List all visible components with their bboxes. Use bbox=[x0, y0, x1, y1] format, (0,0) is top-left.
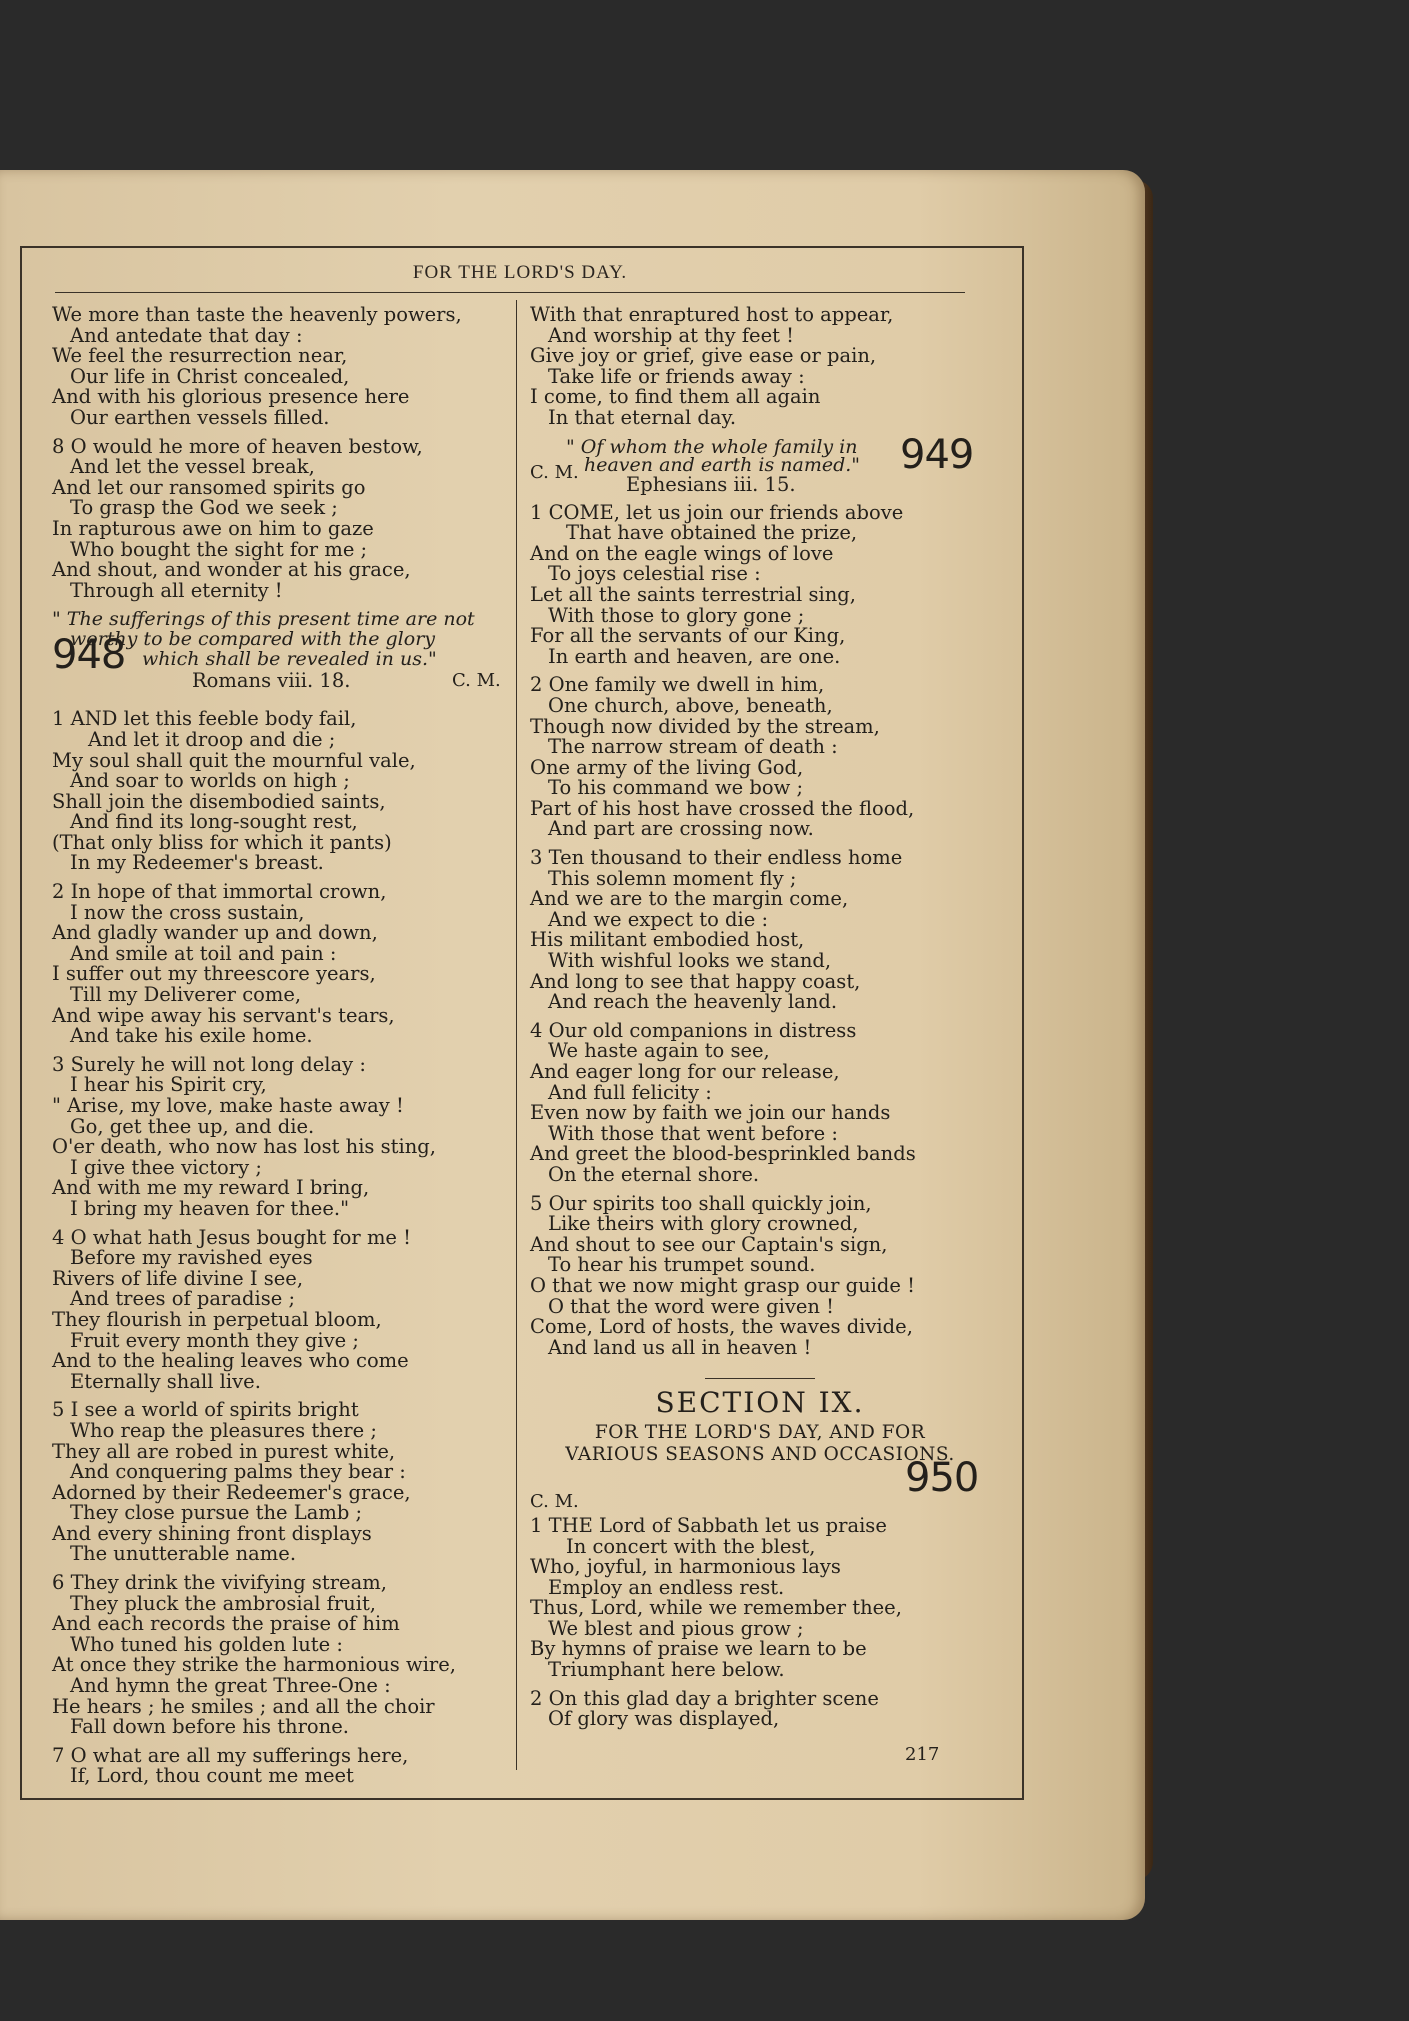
hymn-948-heading bbox=[52, 609, 512, 709]
verse-line: Though now divided by the stream, bbox=[530, 714, 880, 738]
verse-line: We more than taste the heavenly powers, bbox=[52, 303, 462, 326]
verse-line: And wipe away his servant's tears, bbox=[52, 1003, 395, 1027]
verse-line: With those that went before : bbox=[548, 1121, 838, 1145]
verse-line: And reach the heavenly land. bbox=[548, 990, 838, 1014]
hymn-949-epigraph-line1: " Of whom the whole family in bbox=[566, 435, 858, 458]
verse-line: I now the cross sustain, bbox=[70, 900, 305, 924]
verse-line: The narrow stream of death : bbox=[548, 735, 838, 759]
verse-line: And shout, and wonder at his grace, bbox=[52, 558, 411, 582]
verse-line: Take life or friends away : bbox=[548, 364, 805, 388]
verse-line: Employ an endless rest. bbox=[548, 1575, 785, 1599]
verse-line: And with his glorious presence here bbox=[52, 385, 410, 409]
running-head: FOR THE LORD'S DAY. bbox=[412, 262, 628, 283]
verse-line: Go, get thee up, and die. bbox=[70, 1114, 315, 1138]
verse-line: I hear his Spirit cry, bbox=[70, 1073, 267, 1097]
verse-line: With that enraptured host to appear, bbox=[530, 303, 894, 326]
verse-line: With wishful looks we stand, bbox=[548, 949, 832, 973]
verse-line: 2 In hope of that immortal crown, bbox=[52, 880, 387, 904]
verse-line: And conquering palms they bear : bbox=[70, 1460, 406, 1484]
verse-line: And gladly wander up and down, bbox=[52, 921, 378, 945]
verse-line: I suffer out my threescore years, bbox=[52, 962, 376, 986]
verse-line: And we expect to die : bbox=[548, 907, 769, 931]
verse-line: And greet the blood-besprinkled bands bbox=[530, 1142, 916, 1166]
verse-line: And smile at toil and pain : bbox=[70, 941, 337, 965]
verse-line: And find its long-sought rest, bbox=[70, 810, 358, 834]
verse-line: Part of his host have crossed the flood, bbox=[530, 796, 915, 820]
hymn-947-ending bbox=[530, 305, 990, 429]
verse-line: In rapturous awe on him to gaze bbox=[52, 516, 374, 540]
verse-line: Eternally shall live. bbox=[70, 1369, 261, 1393]
verse-line: In earth and heaven, are one. bbox=[548, 644, 841, 668]
verse-line: Our earthen vessels filled. bbox=[70, 405, 330, 429]
verse-line: O that the word were given ! bbox=[548, 1294, 834, 1318]
verse-line: Of glory was displayed, bbox=[548, 1707, 780, 1731]
verse-line: And to the healing leaves who come bbox=[52, 1349, 409, 1373]
verse-line: Who bought the sight for me ; bbox=[70, 537, 368, 561]
verse-line: And every shining front displays bbox=[52, 1521, 372, 1545]
verse-line: " Arise, my love, make haste away ! bbox=[52, 1094, 404, 1117]
verse-line: They all are robed in purest white, bbox=[52, 1439, 396, 1463]
hymn-number-950: 950 bbox=[905, 1454, 979, 1501]
verse-line: 3 Ten thousand to their endless home bbox=[530, 846, 903, 870]
verse-line: Fruit every month they give ; bbox=[70, 1328, 359, 1352]
verse-line: Come, Lord of hosts, the waves divide, bbox=[530, 1315, 913, 1339]
section-title: SECTION IX. bbox=[655, 1386, 865, 1420]
verse-line: 4 Our old companions in distress bbox=[530, 1018, 857, 1042]
verse-line: I give thee victory ; bbox=[70, 1155, 262, 1179]
verse-line: Who tuned his golden lute : bbox=[70, 1632, 343, 1656]
verse-line: To hear his trumpet sound. bbox=[548, 1253, 816, 1277]
verse-line: At once they strike the harmonious wire, bbox=[52, 1653, 456, 1677]
verse-line: They close pursue the Lamb ; bbox=[70, 1501, 363, 1525]
hymn-950-meter: C. M. bbox=[530, 1490, 579, 1512]
section-subtitle-line2: VARIOUS SEASONS AND OCCASIONS. bbox=[565, 1443, 955, 1465]
verse-line: 3 Surely he will not long delay : bbox=[52, 1052, 366, 1076]
verse-line: Adorned by their Redeemer's grace, bbox=[52, 1480, 411, 1504]
verse-line: And hymn the great Three-One : bbox=[70, 1674, 391, 1698]
hymn-949-epigraph-line2: heaven and earth is named." bbox=[584, 453, 861, 476]
right-column bbox=[530, 305, 990, 1730]
verse-line: And antedate that day : bbox=[70, 323, 303, 347]
verse-line: To his command we bow ; bbox=[548, 776, 804, 800]
verse-line: And worship at thy feet ! bbox=[548, 323, 794, 347]
verse-line: One church, above, beneath, bbox=[548, 693, 833, 717]
verse-line: To grasp the God we seek ; bbox=[70, 496, 338, 520]
verse-line: If, Lord, thou count me meet bbox=[70, 1764, 354, 1788]
hymn-948-epigraph-line3: which shall be revealed in us." bbox=[142, 648, 437, 671]
verse-line: The unutterable name. bbox=[70, 1542, 297, 1566]
verse-line: (That only bliss for which it pants) bbox=[52, 830, 392, 854]
verse-line: Fall down before his throne. bbox=[70, 1715, 349, 1739]
verse-line: He hears ; he smiles ; and all the choir bbox=[52, 1694, 435, 1718]
verse-line: Let all the saints terrestrial sing, bbox=[530, 582, 856, 606]
verse-line: We haste again to see, bbox=[548, 1039, 770, 1063]
section-subtitle-line1: FOR THE LORD'S DAY, AND FOR bbox=[594, 1421, 926, 1443]
verse-line: 6 They drink the vivifying stream, bbox=[52, 1571, 387, 1595]
verse-line: We blest and pious grow ; bbox=[548, 1616, 804, 1640]
verse-line: And shout to see our Captain's sign, bbox=[530, 1232, 888, 1256]
verse-line: And let the vessel break, bbox=[70, 455, 315, 479]
verse-line: In my Redeemer's breast. bbox=[70, 851, 324, 875]
verse-line: 1 COME, let us join our friends above bbox=[530, 500, 904, 524]
verse-line: O'er death, who now has lost his sting, bbox=[52, 1135, 436, 1159]
verse-line: For all the servants of our King, bbox=[530, 624, 846, 648]
verse-line: To joys celestial rise : bbox=[548, 562, 761, 586]
verse-line: We feel the resurrection near, bbox=[52, 344, 348, 368]
verse-line: And full felicity : bbox=[548, 1080, 712, 1104]
verse-line: 1 THE Lord of Sabbath let us praise bbox=[530, 1513, 887, 1537]
column-divider bbox=[516, 300, 517, 1770]
hymn-948-reference: Romans viii. 18. bbox=[192, 669, 351, 693]
verse-line: I come, to find them all again bbox=[530, 385, 821, 409]
verse-line: And we are to the margin come, bbox=[530, 887, 849, 911]
header-rule bbox=[55, 292, 965, 293]
verse-line: And trees of paradise ; bbox=[70, 1287, 296, 1311]
verse-line: My soul shall quit the mournful vale, bbox=[52, 748, 416, 772]
verse-line: Triumphant here below. bbox=[548, 1658, 785, 1682]
verse-line: 5 I see a world of spirits bright bbox=[52, 1398, 359, 1422]
verse-line: And with me my reward I bring, bbox=[52, 1176, 370, 1200]
hymn-number-949: 949 bbox=[900, 431, 974, 478]
hymn-949-heading bbox=[530, 431, 990, 503]
verse-line: And each records the praise of him bbox=[52, 1612, 400, 1636]
verse-line: 8 O would he more of heaven bestow, bbox=[52, 434, 423, 458]
verse-line: And take his exile home. bbox=[70, 1024, 313, 1048]
verse-line: And land us all in heaven ! bbox=[548, 1335, 812, 1359]
verse-line: Give joy or grief, give ease or pain, bbox=[530, 344, 877, 368]
verse-line: I bring my heaven for thee." bbox=[70, 1196, 350, 1220]
verse-line: 1 AND let this feeble body fail, bbox=[52, 707, 357, 731]
verse-line: And long to see that happy coast, bbox=[530, 969, 861, 993]
hymn-947-continuation bbox=[52, 305, 512, 429]
verse-line: 2 One family we dwell in him, bbox=[530, 673, 825, 697]
verse-line: In concert with the blest, bbox=[566, 1534, 816, 1558]
verse-line: 7 O what are all my sufferings here, bbox=[52, 1743, 409, 1767]
section-divider-rule bbox=[705, 1378, 815, 1379]
verse-line: Rivers of life divine I see, bbox=[52, 1266, 304, 1290]
verse-line: 5 Our spirits too shall quickly join, bbox=[530, 1191, 872, 1215]
verse-line: Who reap the pleasures there ; bbox=[70, 1418, 377, 1442]
hymn-number-948: 948 bbox=[52, 632, 126, 679]
verse-line: Through all eternity ! bbox=[70, 578, 283, 602]
verse-line: They pluck the ambrosial fruit, bbox=[70, 1591, 377, 1615]
verse-line: This solemn moment fly ; bbox=[548, 866, 797, 890]
verse-line: O that we now might grasp our guide ! bbox=[530, 1273, 915, 1297]
hymn-948-text bbox=[52, 709, 512, 1787]
verse-line: And eager long for our release, bbox=[530, 1060, 840, 1083]
hymn-947-verse-8 bbox=[52, 434, 512, 602]
verse-line: They flourish in perpetual bloom, bbox=[52, 1307, 382, 1331]
hymn-949-reference: Ephesians iii. 15. bbox=[626, 472, 796, 496]
verse-line: 4 O what hath Jesus bought for me ! bbox=[52, 1225, 412, 1249]
verse-line: 2 On this glad day a brighter scene bbox=[530, 1686, 879, 1710]
verse-line: Like theirs with glory crowned, bbox=[548, 1212, 859, 1236]
hymn-948-epigraph-line2: worthy to be compared with the glory bbox=[70, 628, 436, 651]
left-column bbox=[52, 305, 512, 1787]
verse-line: On the eternal shore. bbox=[548, 1162, 760, 1186]
verse-line: That have obtained the prize, bbox=[566, 521, 858, 545]
hymn-949-meter: C. M. bbox=[530, 461, 579, 483]
verse-line: One army of the living God, bbox=[530, 755, 804, 779]
verse-line: And let it droop and die ; bbox=[88, 727, 336, 751]
verse-line: Thus, Lord, while we remember thee, bbox=[530, 1596, 902, 1620]
verse-line: In that eternal day. bbox=[548, 405, 737, 429]
verse-line: And part are crossing now. bbox=[548, 817, 814, 841]
verse-line: Our life in Christ concealed, bbox=[70, 364, 350, 388]
verse-line: And soar to worlds on high ; bbox=[70, 769, 350, 793]
hymn-948-epigraph-line1: " The sufferings of this present time are not bbox=[52, 608, 475, 631]
verse-line: His militant embodied host, bbox=[530, 928, 805, 952]
verse-line: By hymns of praise we learn to be bbox=[530, 1637, 867, 1661]
hymn-950-text bbox=[530, 1513, 990, 1731]
hymn-948-meter: C. M. bbox=[452, 670, 501, 692]
verse-line: Even now by faith we join our hands bbox=[530, 1101, 891, 1125]
verse-line: With those to glory gone ; bbox=[548, 603, 805, 627]
verse-line: Till my Deliverer come, bbox=[70, 983, 302, 1007]
verse-line: Before my ravished eyes bbox=[70, 1246, 313, 1270]
verse-line: And let our ransomed spirits go bbox=[52, 475, 366, 499]
verse-line: Who, joyful, in harmonious lays bbox=[530, 1555, 841, 1579]
hymn-949-text bbox=[530, 500, 990, 1359]
verse-line: Shall join the disembodied saints, bbox=[52, 789, 386, 813]
page-number: 217 bbox=[905, 1744, 940, 1765]
verse-line: And on the eagle wings of love bbox=[530, 541, 834, 565]
